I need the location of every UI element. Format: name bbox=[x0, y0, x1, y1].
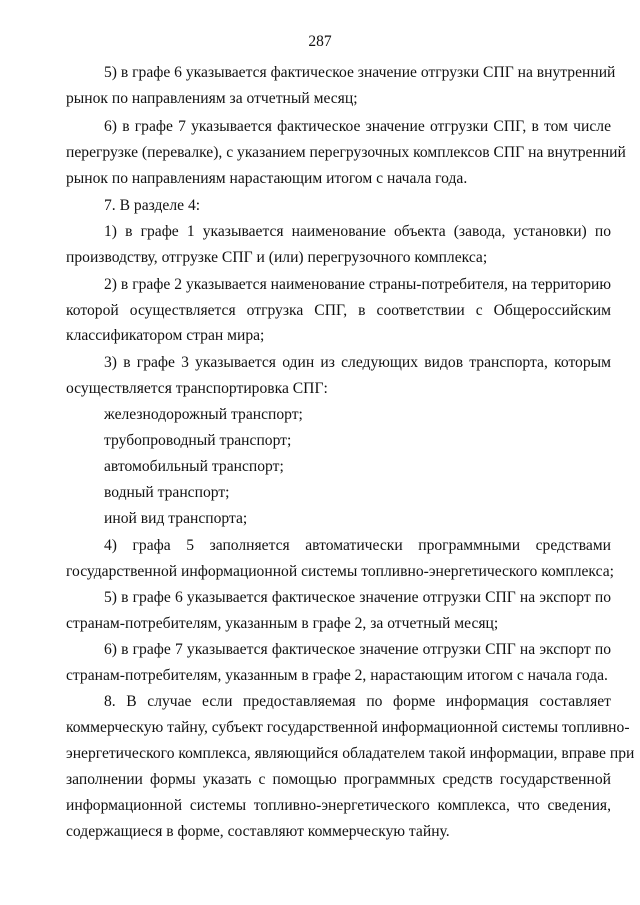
text-line: иной вид транспорта; bbox=[104, 510, 248, 527]
text-line: производству, отгрузке СПГ и (или) перегрузочного комплекса; bbox=[66, 249, 488, 266]
text-line: классификатором стран мира; bbox=[66, 327, 265, 344]
text-line: 4) графа 5 заполняется автоматически программными средствами bbox=[104, 537, 611, 554]
text-line: странам-потребителям, указанным в графе 2, нарастающим итогом с начала года. bbox=[66, 667, 608, 684]
text-line: содержащиеся в форме, составляют коммерческую тайну. bbox=[66, 823, 450, 840]
text-line: 3) в графе 3 указывается один из следующих видов транспорта, которым bbox=[104, 354, 611, 371]
text-line: коммерческую тайну, субъект государственной информационной системы топливно- bbox=[66, 719, 630, 736]
text-line: рынок по направлениям за отчетный месяц; bbox=[66, 90, 358, 107]
text-line: 6) в графе 7 указывается фактическое значение отгрузки СПГ, в том числе bbox=[104, 118, 611, 135]
text-line: перегрузке (перевалке), с указанием перегрузочных комплексов СПГ на внутренний bbox=[66, 144, 626, 161]
page-number: 287 bbox=[308, 33, 332, 50]
text-line: заполнении формы указать с помощью программных средств государственной bbox=[66, 771, 611, 788]
text-line: 7. В разделе 4: bbox=[104, 197, 201, 214]
text-line: автомобильный транспорт; bbox=[104, 458, 284, 475]
text-line: 8. В случае если предоставляемая по форме информация составляет bbox=[104, 693, 611, 710]
text-line: рынок по направлениям нарастающим итогом с начала года. bbox=[66, 170, 468, 187]
text-line: железнодорожный транспорт; bbox=[104, 406, 303, 423]
text-line: 2) в графе 2 указывается наименование страны-потребителя, на территорию bbox=[104, 276, 611, 293]
text-line: 5) в графе 6 указывается фактическое значение отгрузки СПГ на внутренний bbox=[104, 64, 616, 81]
text-line: трубопроводный транспорт; bbox=[104, 432, 292, 449]
text-line: которой осуществляется отгрузка СПГ, в соответствии с Общероссийским bbox=[66, 302, 611, 319]
text-line: информационной системы топливно-энергетического комплекса, что сведения, bbox=[66, 797, 611, 814]
text-line: энергетического комплекса, являющийся обладателем такой информации, вправе при bbox=[66, 745, 635, 762]
text-line: осуществляется транспортировка СПГ: bbox=[66, 380, 328, 397]
text-line: странам-потребителям, указанным в графе 2, за отчетный месяц; bbox=[66, 615, 499, 632]
text-line: 1) в графе 1 указывается наименование объекта (завода, установки) по bbox=[104, 223, 611, 240]
text-line: 5) в графе 6 указывается фактическое значение отгрузки СПГ на экспорт по bbox=[104, 589, 611, 606]
text-line: водный транспорт; bbox=[104, 484, 230, 501]
text-line: 6) в графе 7 указывается фактическое значение отгрузки СПГ на экспорт по bbox=[104, 641, 611, 658]
text-line: государственной информационной системы топливно-энергетического комплекса; bbox=[66, 563, 614, 580]
